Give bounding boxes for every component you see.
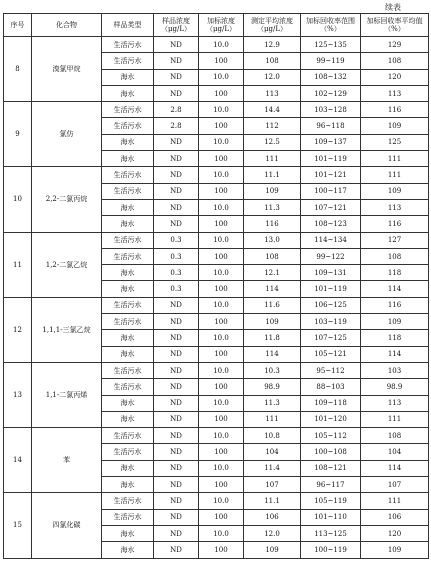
sample-concentration-cell: ND xyxy=(154,509,199,525)
sample-type-cell: 生活污水 xyxy=(102,232,154,248)
recovery-mean-cell: 109 xyxy=(361,314,429,330)
sample-type-cell: 海水 xyxy=(102,477,154,493)
sample-concentration-cell: ND xyxy=(154,493,199,509)
mean-concentration-cell: 111 xyxy=(244,151,301,167)
serial-number-cell: 8 xyxy=(4,37,32,102)
recovery-mean-cell: 120 xyxy=(361,525,429,541)
recovery-range-cell: 109~118 xyxy=(301,395,361,411)
recovery-mean-cell: 129 xyxy=(361,37,429,53)
spike-concentration-cell: 100 xyxy=(199,151,244,167)
recovery-range-cell: 99~119 xyxy=(301,53,361,69)
sample-concentration-cell: ND xyxy=(154,428,199,444)
recovery-range-cell: 108~121 xyxy=(301,460,361,476)
mean-concentration-cell: 10.3 xyxy=(244,362,301,378)
sample-type-cell: 海水 xyxy=(102,281,154,297)
recovery-mean-cell: 108 xyxy=(361,428,429,444)
recovery-range-cell: 100~117 xyxy=(301,183,361,199)
recovery-range-cell: 103~128 xyxy=(301,102,361,118)
sample-concentration-cell: ND xyxy=(154,314,199,330)
mean-concentration-cell: 13.0 xyxy=(244,232,301,248)
sample-type-cell: 生活污水 xyxy=(102,362,154,378)
sample-concentration-cell: ND xyxy=(154,395,199,411)
recovery-mean-cell: 114 xyxy=(361,460,429,476)
sample-type-cell: 海水 xyxy=(102,330,154,346)
sample-type-cell: 生活污水 xyxy=(102,509,154,525)
spike-concentration-cell: 10.0 xyxy=(199,69,244,85)
spike-concentration-cell: 100 xyxy=(199,477,244,493)
compound-cell: 1,1,1-三氯乙烷 xyxy=(32,297,102,362)
spike-concentration-cell: 100 xyxy=(199,314,244,330)
recovery-mean-cell: 113 xyxy=(361,395,429,411)
sample-concentration-cell: ND xyxy=(154,297,199,313)
recovery-table xyxy=(3,13,429,559)
recovery-range-cell: 108~132 xyxy=(301,69,361,85)
spike-concentration-cell: 100 xyxy=(199,444,244,460)
sample-concentration-cell: 2.8 xyxy=(154,118,199,134)
sample-concentration-cell: ND xyxy=(154,151,199,167)
table-row xyxy=(4,297,429,313)
recovery-range-cell: 106~125 xyxy=(301,297,361,313)
continued-label: 续表 xyxy=(385,3,401,12)
mean-concentration-cell: 104 xyxy=(244,444,301,460)
sample-type-cell: 海水 xyxy=(102,411,154,427)
recovery-range-cell: 109~131 xyxy=(301,265,361,281)
compound-cell: 氯仿 xyxy=(32,102,102,167)
recovery-range-cell: 100~119 xyxy=(301,542,361,558)
recovery-mean-cell: 116 xyxy=(361,297,429,313)
recovery-range-cell: 108~123 xyxy=(301,216,361,232)
mean-concentration-cell: 114 xyxy=(244,346,301,362)
mean-concentration-cell: 10.8 xyxy=(244,428,301,444)
sample-type-cell: 生活污水 xyxy=(102,53,154,69)
spike-concentration-cell: 100 xyxy=(199,509,244,525)
sample-type-cell: 生活污水 xyxy=(102,493,154,509)
recovery-range-cell: 95~112 xyxy=(301,362,361,378)
sample-type-cell: 海水 xyxy=(102,265,154,281)
compound-cell: 2,2-二氯丙烷 xyxy=(32,167,102,232)
mean-concentration-cell: 11.1 xyxy=(244,493,301,509)
mean-concentration-cell: 12.1 xyxy=(244,265,301,281)
recovery-mean-cell: 106 xyxy=(361,509,429,525)
spike-concentration-cell: 10.0 xyxy=(199,330,244,346)
spike-concentration-cell: 10.0 xyxy=(199,134,244,150)
spike-concentration-cell: 100 xyxy=(199,216,244,232)
header-sample-concentration: 样品浓度（μg/L） xyxy=(154,14,199,37)
sample-type-cell: 生活污水 xyxy=(102,118,154,134)
header-mean-concentration: 测定平均浓度（μg/L） xyxy=(244,14,301,37)
recovery-mean-cell: 109 xyxy=(361,183,429,199)
recovery-mean-cell: 104 xyxy=(361,444,429,460)
recovery-range-cell: 114~134 xyxy=(301,232,361,248)
mean-concentration-cell: 111 xyxy=(244,411,301,427)
mean-concentration-cell: 109 xyxy=(244,183,301,199)
spike-concentration-cell: 10.0 xyxy=(199,167,244,183)
table-row xyxy=(4,493,429,509)
recovery-mean-cell: 116 xyxy=(361,216,429,232)
spike-concentration-cell: 10.0 xyxy=(199,232,244,248)
mean-concentration-cell: 116 xyxy=(244,216,301,232)
sample-concentration-cell: ND xyxy=(154,411,199,427)
serial-number-cell: 13 xyxy=(4,362,32,427)
recovery-range-cell: 101~119 xyxy=(301,281,361,297)
mean-concentration-cell: 11.6 xyxy=(244,297,301,313)
serial-number-cell: 15 xyxy=(4,493,32,558)
spike-concentration-cell: 10.0 xyxy=(199,37,244,53)
sample-concentration-cell: 2.8 xyxy=(154,102,199,118)
recovery-range-cell: 101~121 xyxy=(301,167,361,183)
mean-concentration-cell: 12.0 xyxy=(244,69,301,85)
sample-concentration-cell: ND xyxy=(154,460,199,476)
table-row xyxy=(4,37,429,53)
table-row xyxy=(4,167,429,183)
mean-concentration-cell: 98.9 xyxy=(244,379,301,395)
sample-concentration-cell: 0.3 xyxy=(154,281,199,297)
table-body xyxy=(4,37,429,559)
mean-concentration-cell: 11.4 xyxy=(244,460,301,476)
mean-concentration-cell: 112 xyxy=(244,118,301,134)
spike-concentration-cell: 100 xyxy=(199,411,244,427)
spike-concentration-cell: 10.0 xyxy=(199,525,244,541)
mean-concentration-cell: 114 xyxy=(244,281,301,297)
sample-concentration-cell: ND xyxy=(154,53,199,69)
sample-type-cell: 生活污水 xyxy=(102,102,154,118)
sample-concentration-cell: ND xyxy=(154,183,199,199)
sample-type-cell: 海水 xyxy=(102,151,154,167)
sample-concentration-cell: ND xyxy=(154,199,199,215)
mean-concentration-cell: 11.8 xyxy=(244,330,301,346)
header-compound: 化合物 xyxy=(32,14,102,37)
recovery-mean-cell: 127 xyxy=(361,232,429,248)
sample-concentration-cell: ND xyxy=(154,362,199,378)
recovery-mean-cell: 111 xyxy=(361,493,429,509)
compound-cell: 四氯化碳 xyxy=(32,493,102,558)
spike-concentration-cell: 100 xyxy=(199,118,244,134)
serial-number-cell: 9 xyxy=(4,102,32,167)
recovery-mean-cell: 114 xyxy=(361,281,429,297)
sample-concentration-cell: ND xyxy=(154,346,199,362)
spike-concentration-cell: 100 xyxy=(199,85,244,101)
sample-concentration-cell: ND xyxy=(154,525,199,541)
recovery-range-cell: 105~121 xyxy=(301,346,361,362)
recovery-range-cell: 107~121 xyxy=(301,199,361,215)
table-row xyxy=(4,362,429,378)
recovery-range-cell: 88~103 xyxy=(301,379,361,395)
sample-concentration-cell: ND xyxy=(154,134,199,150)
recovery-range-cell: 100~108 xyxy=(301,444,361,460)
recovery-mean-cell: 103 xyxy=(361,362,429,378)
mean-concentration-cell: 109 xyxy=(244,542,301,558)
mean-concentration-cell: 108 xyxy=(244,53,301,69)
sample-type-cell: 生活污水 xyxy=(102,379,154,395)
spike-concentration-cell: 10.0 xyxy=(199,362,244,378)
recovery-mean-cell: 107 xyxy=(361,477,429,493)
spike-concentration-cell: 100 xyxy=(199,53,244,69)
spike-concentration-cell: 10.0 xyxy=(199,102,244,118)
recovery-range-cell: 101~110 xyxy=(301,509,361,525)
sample-concentration-cell: ND xyxy=(154,85,199,101)
recovery-range-cell: 105~112 xyxy=(301,428,361,444)
recovery-range-cell: 113~125 xyxy=(301,525,361,541)
recovery-mean-cell: 125 xyxy=(361,134,429,150)
sample-type-cell: 生活污水 xyxy=(102,37,154,53)
recovery-mean-cell: 113 xyxy=(361,199,429,215)
sample-type-cell: 生活污水 xyxy=(102,183,154,199)
sample-type-cell: 海水 xyxy=(102,460,154,476)
sample-type-cell: 海水 xyxy=(102,69,154,85)
sample-concentration-cell: ND xyxy=(154,477,199,493)
recovery-range-cell: 101~119 xyxy=(301,151,361,167)
spike-concentration-cell: 100 xyxy=(199,379,244,395)
recovery-mean-cell: 109 xyxy=(361,118,429,134)
recovery-mean-cell: 111 xyxy=(361,411,429,427)
sample-type-cell: 生活污水 xyxy=(102,167,154,183)
compound-cell: 苯 xyxy=(32,428,102,493)
spike-concentration-cell: 10.0 xyxy=(199,493,244,509)
spike-concentration-cell: 10.0 xyxy=(199,265,244,281)
sample-concentration-cell: 0.3 xyxy=(154,232,199,248)
spike-concentration-cell: 10.0 xyxy=(199,460,244,476)
serial-number-cell: 11 xyxy=(4,232,32,297)
recovery-range-cell: 109~137 xyxy=(301,134,361,150)
recovery-range-cell: 102~129 xyxy=(301,85,361,101)
recovery-range-cell: 105~119 xyxy=(301,493,361,509)
recovery-range-cell: 101~120 xyxy=(301,411,361,427)
sample-type-cell: 海水 xyxy=(102,525,154,541)
spike-concentration-cell: 100 xyxy=(199,183,244,199)
mean-concentration-cell: 106 xyxy=(244,509,301,525)
mean-concentration-cell: 12.0 xyxy=(244,525,301,541)
serial-number-cell: 10 xyxy=(4,167,32,232)
sample-type-cell: 生活污水 xyxy=(102,314,154,330)
table-row xyxy=(4,102,429,118)
compound-cell: 1,2-二氯乙烷 xyxy=(32,232,102,297)
sample-type-cell: 海水 xyxy=(102,134,154,150)
spike-concentration-cell: 100 xyxy=(199,346,244,362)
recovery-mean-cell: 116 xyxy=(361,102,429,118)
sample-type-cell: 生活污水 xyxy=(102,248,154,264)
sample-type-cell: 海水 xyxy=(102,199,154,215)
sample-type-cell: 生活污水 xyxy=(102,428,154,444)
spike-concentration-cell: 100 xyxy=(199,281,244,297)
sample-type-cell: 海水 xyxy=(102,85,154,101)
recovery-range-cell: 107~125 xyxy=(301,330,361,346)
sample-concentration-cell: ND xyxy=(154,69,199,85)
mean-concentration-cell: 12.9 xyxy=(244,37,301,53)
compound-cell: 溴氯甲烷 xyxy=(32,37,102,102)
mean-concentration-cell: 113 xyxy=(244,85,301,101)
mean-concentration-cell: 107 xyxy=(244,477,301,493)
sample-type-cell: 海水 xyxy=(102,346,154,362)
spike-concentration-cell: 10.0 xyxy=(199,199,244,215)
recovery-range-cell: 96~118 xyxy=(301,118,361,134)
recovery-mean-cell: 108 xyxy=(361,53,429,69)
sample-concentration-cell: ND xyxy=(154,444,199,460)
recovery-mean-cell: 114 xyxy=(361,346,429,362)
mean-concentration-cell: 12.5 xyxy=(244,134,301,150)
compound-cell: 1,1-二氯丙烯 xyxy=(32,362,102,427)
sample-type-cell: 海水 xyxy=(102,542,154,558)
table-header-row xyxy=(4,14,429,37)
recovery-mean-cell: 98.9 xyxy=(361,379,429,395)
sample-concentration-cell: ND xyxy=(154,167,199,183)
sample-type-cell: 海水 xyxy=(102,216,154,232)
recovery-mean-cell: 111 xyxy=(361,167,429,183)
table-row xyxy=(4,232,429,248)
spike-concentration-cell: 100 xyxy=(199,248,244,264)
sample-concentration-cell: 0.3 xyxy=(154,265,199,281)
sample-type-cell: 海水 xyxy=(102,395,154,411)
sample-concentration-cell: ND xyxy=(154,379,199,395)
sample-concentration-cell: ND xyxy=(154,216,199,232)
header-spike-concentration: 加标浓度（μg/L） xyxy=(199,14,244,37)
mean-concentration-cell: 109 xyxy=(244,314,301,330)
recovery-range-cell: 125~135 xyxy=(301,37,361,53)
serial-number-cell: 12 xyxy=(4,297,32,362)
recovery-mean-cell: 120 xyxy=(361,69,429,85)
recovery-range-cell: 96~117 xyxy=(301,477,361,493)
mean-concentration-cell: 11.3 xyxy=(244,395,301,411)
spike-concentration-cell: 10.0 xyxy=(199,297,244,313)
mean-concentration-cell: 11.1 xyxy=(244,167,301,183)
serial-number-cell: 14 xyxy=(4,428,32,493)
sample-concentration-cell: ND xyxy=(154,37,199,53)
recovery-mean-cell: 118 xyxy=(361,330,429,346)
table-row xyxy=(4,428,429,444)
recovery-mean-cell: 108 xyxy=(361,248,429,264)
recovery-range-cell: 103~119 xyxy=(301,314,361,330)
mean-concentration-cell: 108 xyxy=(244,248,301,264)
spike-concentration-cell: 10.0 xyxy=(199,428,244,444)
header-no: 序号 xyxy=(4,14,32,37)
sample-concentration-cell: ND xyxy=(154,330,199,346)
spike-concentration-cell: 100 xyxy=(199,542,244,558)
mean-concentration-cell: 14.4 xyxy=(244,102,301,118)
sample-type-cell: 生活污水 xyxy=(102,297,154,313)
sample-type-cell: 生活污水 xyxy=(102,444,154,460)
header-recovery-mean: 加标回收率平均值（%） xyxy=(361,14,429,37)
recovery-mean-cell: 111 xyxy=(361,151,429,167)
sample-concentration-cell: 0.3 xyxy=(154,248,199,264)
recovery-mean-cell: 113 xyxy=(361,85,429,101)
recovery-mean-cell: 109 xyxy=(361,542,429,558)
recovery-mean-cell: 118 xyxy=(361,265,429,281)
mean-concentration-cell: 11.3 xyxy=(244,199,301,215)
header-recovery-range: 加标回收率范围（%） xyxy=(301,14,361,37)
spike-concentration-cell: 10.0 xyxy=(199,395,244,411)
recovery-range-cell: 99~122 xyxy=(301,248,361,264)
sample-concentration-cell: ND xyxy=(154,542,199,558)
header-sample-type: 样品类型 xyxy=(102,14,154,37)
